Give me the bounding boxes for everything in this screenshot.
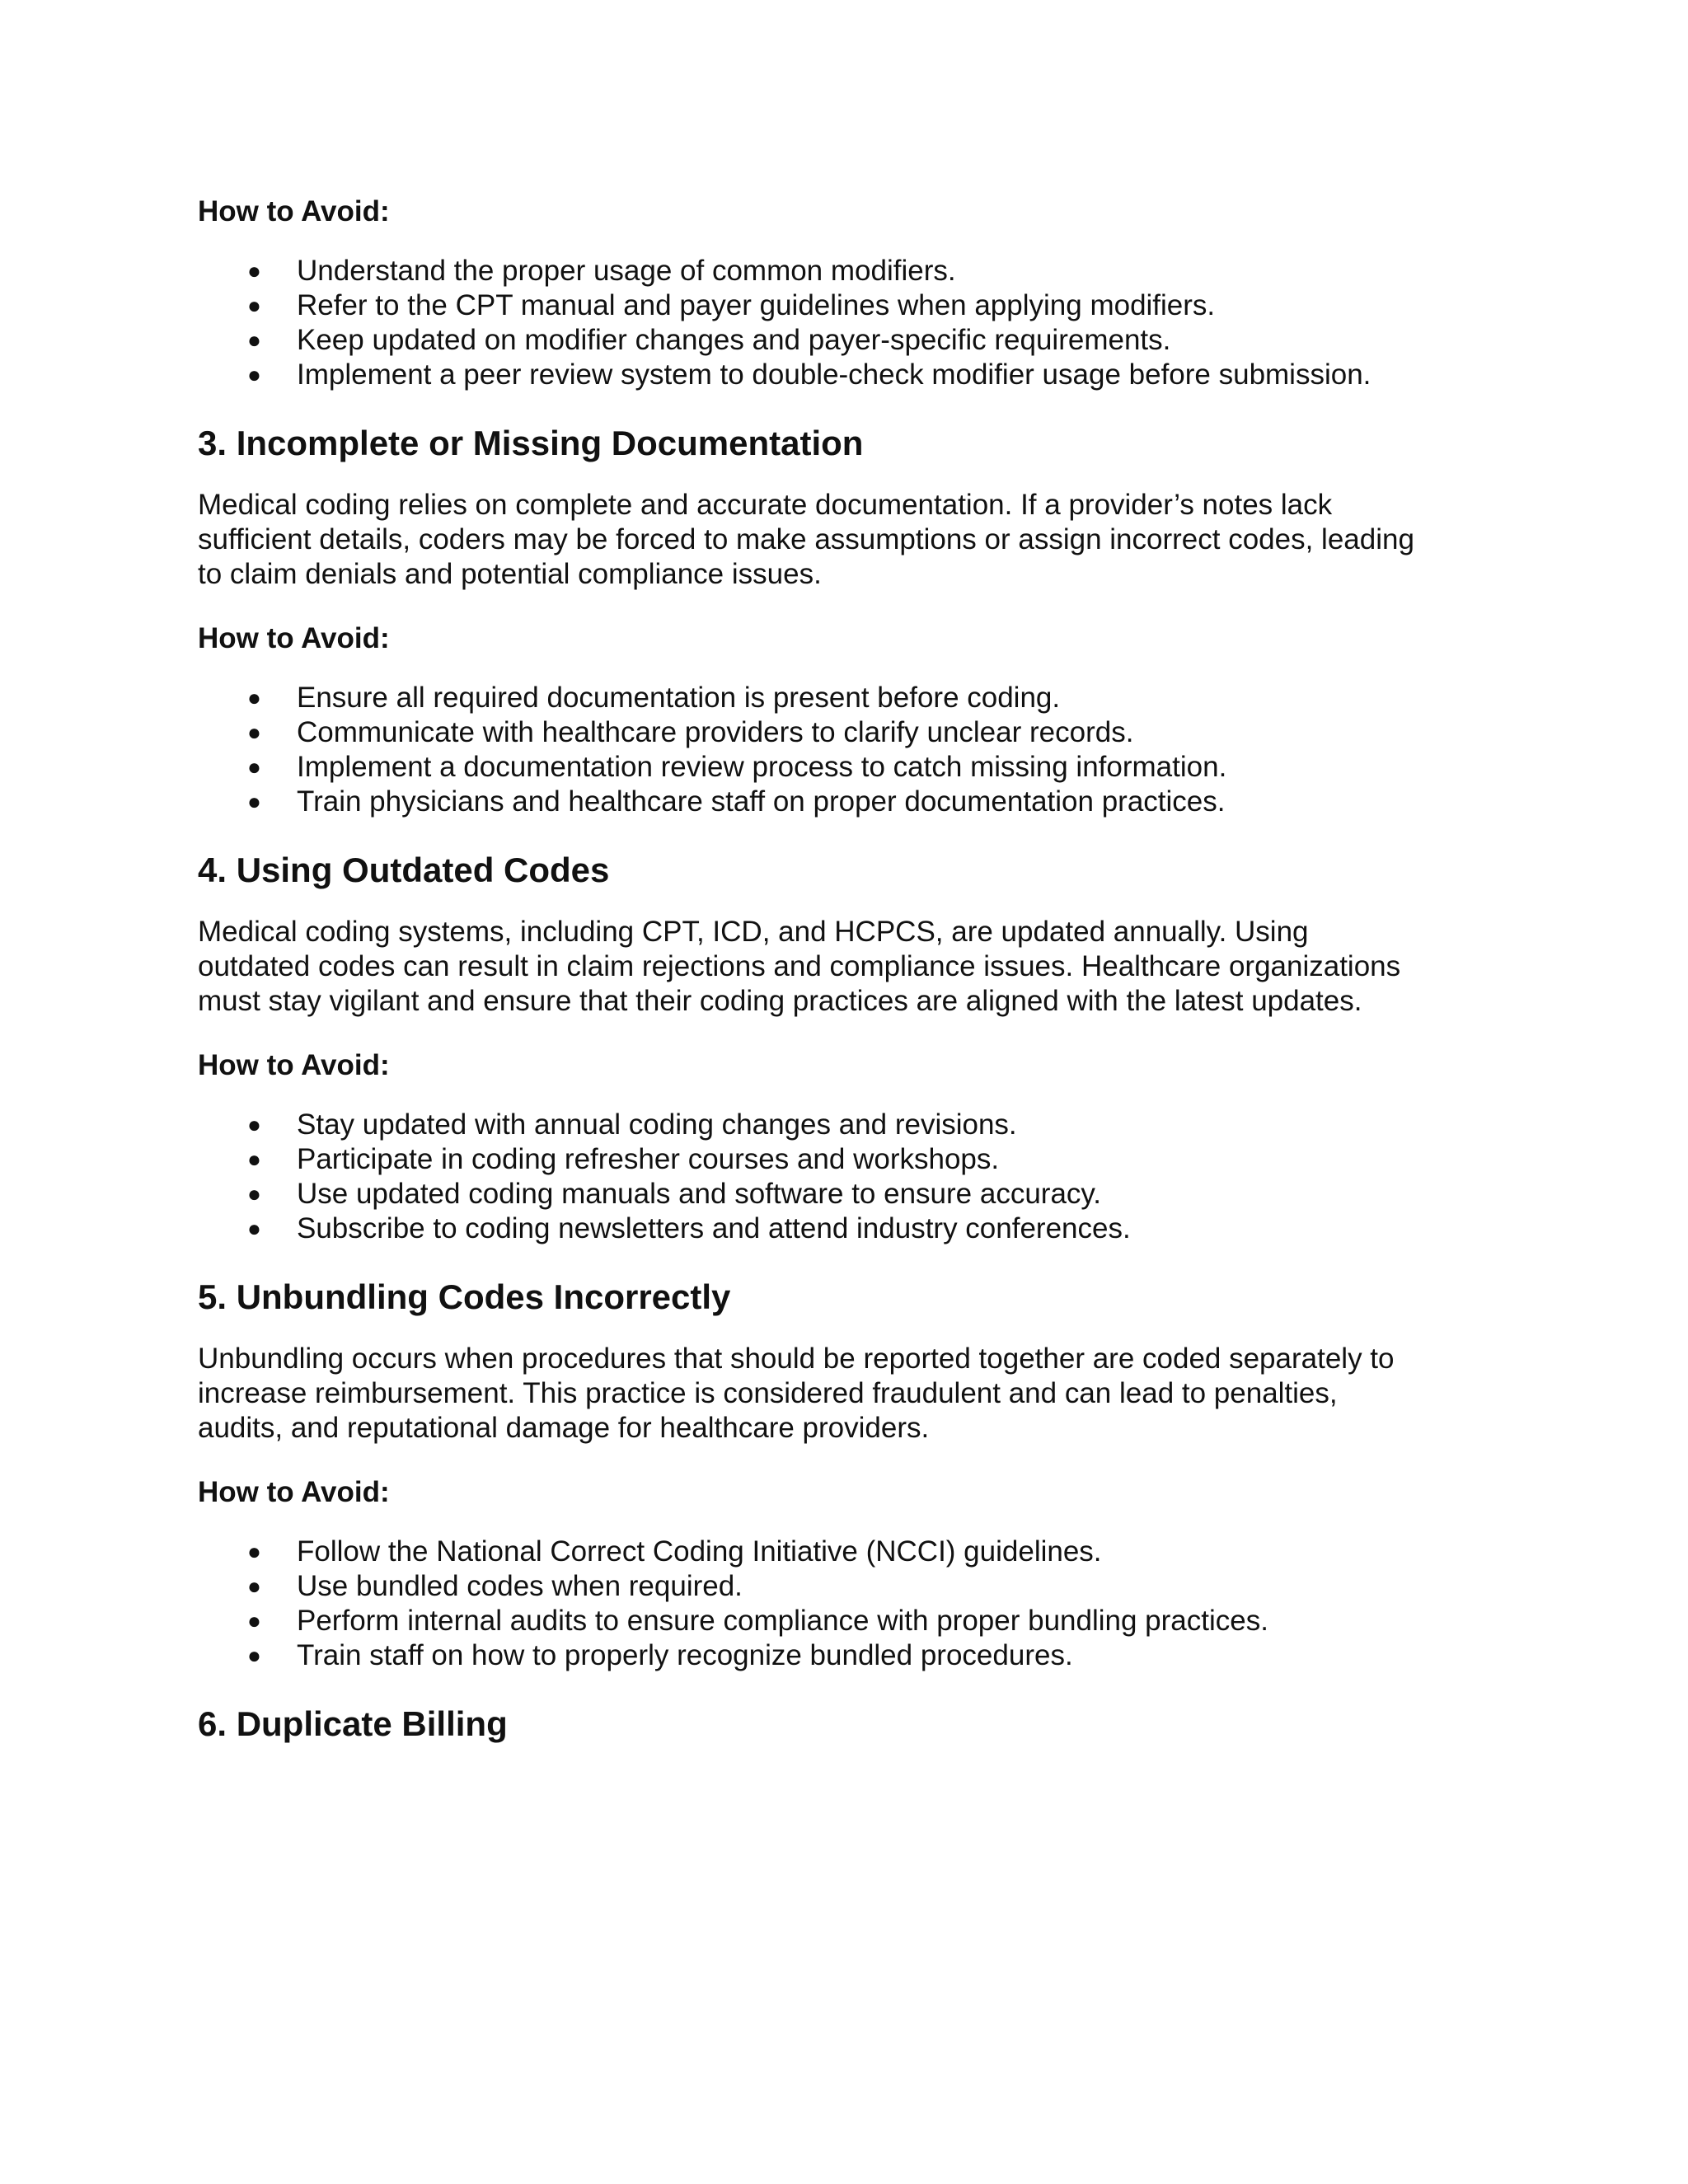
- bullet-icon: ●: [247, 754, 261, 780]
- list-item: [198, 1177, 1517, 1212]
- list-item: [198, 1108, 1517, 1142]
- paragraph-line: to claim denials and potential compliance issues.: [198, 558, 822, 590]
- bullet-icon: ●: [247, 1181, 261, 1207]
- paragraph-line: sufficient details, coders may be forced to make assumptions or assign incorrect codes, leading: [198, 523, 1414, 555]
- bullet-icon: ●: [247, 1216, 261, 1241]
- list-item: [198, 1535, 1517, 1569]
- list-item-text: Train staff on how to properly recognize bundled procedures.: [297, 1639, 1073, 1671]
- paragraph-line: Unbundling occurs when procedures that should be reported together are coded separately to: [198, 1343, 1395, 1375]
- paragraph-line: outdated codes can result in claim rejections and compliance issues. Healthcare organizations: [198, 950, 1401, 982]
- bullet-icon: ●: [247, 1539, 261, 1564]
- bullet-icon: ●: [247, 293, 261, 318]
- list-item: [198, 785, 1517, 819]
- bullet-icon: ●: [247, 719, 261, 745]
- section-heading: 5. Unbundling Codes Incorrectly: [198, 1277, 731, 1316]
- paragraph-line: increase reimbursement. This practice is considered fraudulent and can lead to penalties,: [198, 1377, 1338, 1409]
- bullet-icon: ●: [247, 1643, 261, 1668]
- list-item-text: Participate in coding refresher courses and workshops.: [297, 1143, 1000, 1175]
- list-item-text: Perform internal audits to ensure compliance with proper bundling practices.: [297, 1605, 1268, 1637]
- bullet-icon: ●: [247, 327, 261, 353]
- list-item: [198, 1212, 1517, 1246]
- bullet-icon: ●: [247, 1573, 261, 1599]
- bullet-list: [198, 1535, 1517, 1673]
- list-item-text: Follow the National Correct Coding Initiative (NCCI) guidelines.: [297, 1535, 1102, 1568]
- how-to-avoid-label: How to Avoid:: [198, 622, 390, 654]
- paragraph-line: Medical coding systems, including CPT, ICD, and HCPCS, are updated annually. Using: [198, 916, 1309, 948]
- paragraph-line: must stay vigilant and ensure that their coding practices are aligned with the latest updates.: [198, 985, 1362, 1017]
- list-item-text: Keep updated on modifier changes and payer-specific requirements.: [297, 324, 1171, 356]
- how-to-avoid-label: How to Avoid:: [198, 1476, 390, 1508]
- list-item: [198, 715, 1517, 750]
- list-item-text: Understand the proper usage of common modifiers.: [297, 255, 956, 287]
- list-item: [198, 1142, 1517, 1177]
- list-item: [198, 358, 1517, 392]
- list-item-text: Communicate with healthcare providers to clarify unclear records.: [297, 716, 1134, 748]
- list-item-text: Subscribe to coding newsletters and attend industry conferences.: [297, 1212, 1131, 1244]
- section-heading: 3. Incomplete or Missing Documentation: [198, 424, 864, 462]
- bullet-icon: ●: [247, 1608, 261, 1633]
- list-item-text: Implement a peer review system to double-check modifier usage before submission.: [297, 359, 1372, 391]
- bullet-icon: ●: [247, 1112, 261, 1137]
- section-paragraph: [198, 1342, 1517, 1446]
- list-item: [198, 1569, 1517, 1604]
- section-paragraph: [198, 915, 1517, 1019]
- list-item-text: Use bundled codes when required.: [297, 1570, 743, 1602]
- section-paragraph: [198, 488, 1517, 592]
- list-item-text: Use updated coding manuals and software to ensure accuracy.: [297, 1178, 1102, 1210]
- bullet-list: [198, 1108, 1517, 1246]
- list-item: [198, 288, 1517, 323]
- section-heading: 6. Duplicate Billing: [198, 1704, 508, 1743]
- paragraph-line: Medical coding relies on complete and accurate documentation. If a provider’s notes lack: [198, 489, 1333, 521]
- list-item: [198, 1638, 1517, 1673]
- list-item-text: Train physicians and healthcare staff on proper documentation practices.: [297, 785, 1226, 818]
- list-item: [198, 1604, 1517, 1638]
- bullet-icon: ●: [247, 789, 261, 814]
- list-item-text: Ensure all required documentation is present before coding.: [297, 682, 1061, 714]
- bullet-icon: ●: [247, 362, 261, 387]
- how-to-avoid-label: How to Avoid:: [198, 195, 390, 227]
- list-item: [198, 254, 1517, 288]
- list-item: [198, 681, 1517, 715]
- how-to-avoid-label: How to Avoid:: [198, 1049, 390, 1081]
- list-item-text: Stay updated with annual coding changes and revisions.: [297, 1108, 1017, 1141]
- list-item: [198, 750, 1517, 785]
- bullet-list: [198, 254, 1517, 392]
- bullet-list: [198, 681, 1517, 819]
- document-content: [198, 194, 1517, 1769]
- paragraph-line: audits, and reputational damage for healthcare providers.: [198, 1412, 930, 1444]
- list-item-text: Implement a documentation review process to catch missing information.: [297, 751, 1227, 783]
- bullet-icon: ●: [247, 258, 261, 284]
- list-item-text: Refer to the CPT manual and payer guidelines when applying modifiers.: [297, 289, 1216, 321]
- bullet-icon: ●: [247, 685, 261, 710]
- bullet-icon: ●: [247, 1146, 261, 1172]
- list-item: [198, 323, 1517, 358]
- section-heading: 4. Using Outdated Codes: [198, 851, 610, 889]
